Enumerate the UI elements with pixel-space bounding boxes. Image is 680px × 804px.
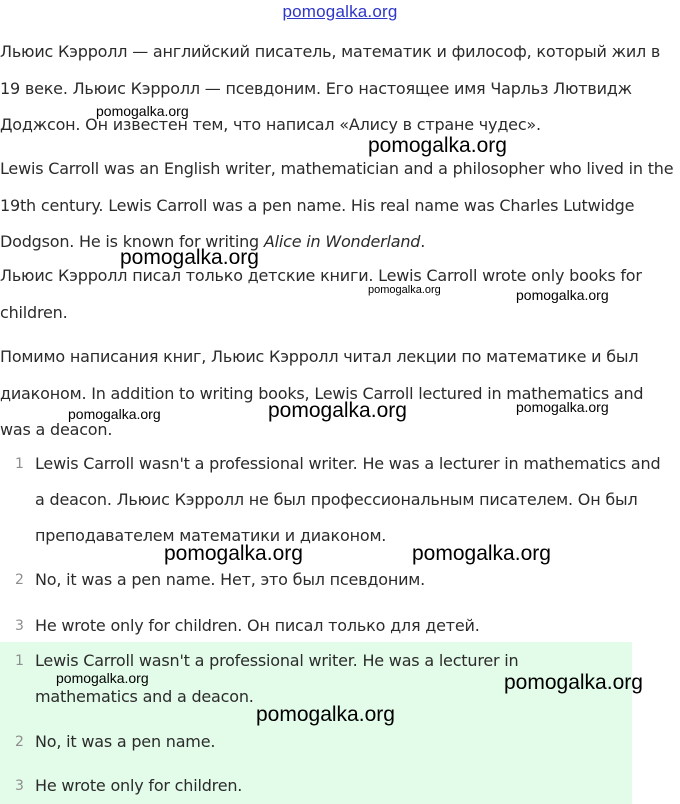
watermark: pomogalka.org — [164, 542, 303, 565]
watermark: pomogalka.org — [504, 671, 643, 694]
list-item-text: He wrote only for children. Он писал только для детей. — [35, 616, 480, 635]
list-number: 3 — [15, 618, 24, 634]
answer-number: 3 — [15, 778, 24, 794]
watermark: pomogalka.org — [368, 134, 507, 157]
site-title-link[interactable]: pomogalka.org — [282, 2, 398, 21]
list-number: 2 — [15, 572, 24, 588]
watermark: pomogalka.org — [120, 246, 259, 269]
watermark: pomogalka.org — [56, 670, 149, 686]
list-item-text: No, it was a pen name. Нет, это был псевдоним. — [35, 570, 426, 589]
answer-number: 1 — [15, 653, 24, 669]
watermark: pomogalka.org — [516, 399, 609, 415]
paragraph-lectures: Помимо написания книг, Льюис Кэрролл читал лекции по математике и был диаконом. In addition to writing books, Lewis Carroll lectured in mathematics and was a deacon. — [0, 347, 644, 439]
paragraph-russian-intro: Льюис Кэрролл — английский писатель, математик и философ, который жил в 19 веке. Льюис Кэрролл — псевдоним. Его настоящее имя Чарльз Лютвидж Доджсон. Он известен тем, что написал «Алису в стране чудес». — [0, 42, 661, 134]
watermark: pomogalka.org — [412, 542, 551, 565]
paragraph-english-intro-text: Lewis Carroll was an English writer, mathematician and a philosopher who lived in the 19th century. Lewis Carroll was a pen name. His real name was Charles Lutwidge Dodgson. He is known for writing — [0, 159, 674, 251]
answer-text: Lewis Carroll wasn't a professional writer. He was a lecturer in mathematics and a deacon. — [35, 651, 519, 706]
watermark: pomogalka.org — [516, 287, 609, 303]
answer-text: He wrote only for children. — [35, 776, 243, 795]
paragraph-children-books: Льюис Кэрролл писал только детские книги. Lewis Carroll wrote only books for children. — [0, 266, 642, 322]
answer-number: 2 — [15, 734, 24, 750]
watermark: pomogalka.org — [96, 103, 189, 119]
answer-text: No, it was a pen name. — [35, 732, 216, 751]
list-item-text: Lewis Carroll wasn't a professional writer. He was a lecturer in mathematics and a deacon. Льюис Кэрролл не был профессиональным писателем. Он был преподавателем математики и диаконом. — [35, 454, 661, 545]
book-title: Alice in Wonderland — [263, 232, 421, 251]
watermark: pomogalka.org — [368, 284, 441, 296]
watermark: pomogalka.org — [68, 406, 161, 422]
paragraph-english-intro-end: . — [420, 232, 426, 251]
list-number: 1 — [15, 456, 24, 472]
watermark: pomogalka.org — [268, 399, 407, 422]
paragraph-english-intro — [0, 151, 676, 261]
watermark: pomogalka.org — [256, 703, 395, 726]
